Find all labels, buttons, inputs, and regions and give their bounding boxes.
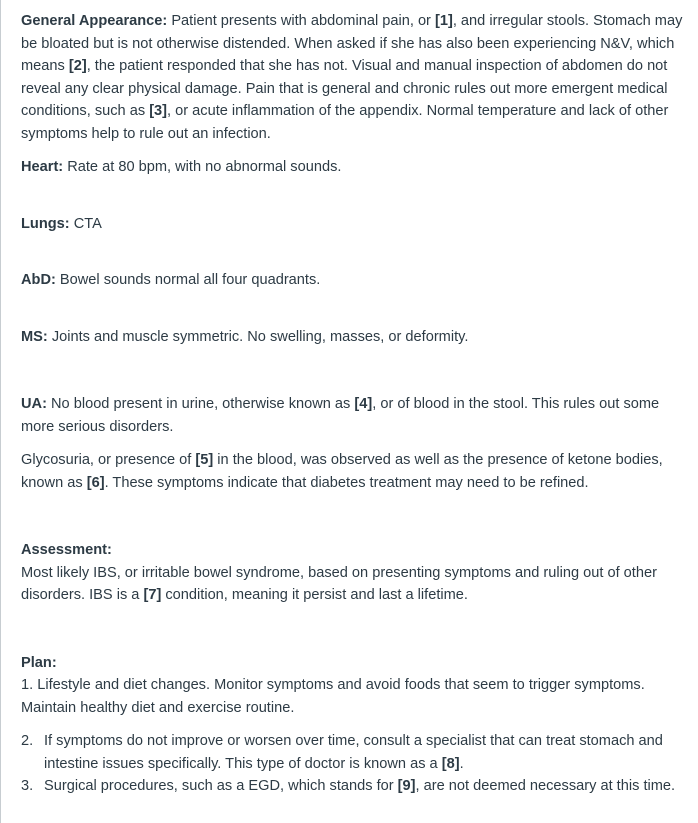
text-span: . <box>459 755 464 772</box>
blank-6: [6] <box>86 474 105 491</box>
plan-item-1: 1. Lifestyle and diet changes. Monitor symptoms and avoid foods that seem to trigger symptoms. Maintain healthy diet and exercise routine. <box>21 677 645 716</box>
blank-7: [7] <box>143 587 162 603</box>
text-span: , or of blood in the stool. This rules out some more serious disorders. <box>21 396 660 435</box>
ms-label: MS: <box>21 328 48 345</box>
text-span: , or acute inflammation of the appendix. Normal temperature and lack of other symptoms help to rule out an infection. <box>21 103 669 142</box>
abd-label: AbD: <box>21 272 56 288</box>
text-span: , are not deemed necessary at this time. <box>415 778 676 794</box>
text-span: Glycosuria, or presence of <box>21 452 196 468</box>
assessment-label: Assessment: <box>21 542 112 558</box>
plan-item-3-number: 3. <box>21 778 34 794</box>
ms-paragraph <box>21 326 683 349</box>
plan-heading <box>21 652 683 675</box>
general-appearance-paragraph <box>21 10 683 145</box>
plan-list <box>21 730 683 798</box>
assessment-heading <box>21 539 683 562</box>
assessment-paragraph <box>21 562 683 607</box>
lungs-label: Lungs: <box>21 215 70 232</box>
glycosuria-paragraph <box>21 449 683 494</box>
lungs-paragraph <box>21 213 683 236</box>
ua-label: UA: <box>21 396 47 412</box>
ms-text: Joints and muscle symmetric. No swelling, masses, or deformity. <box>47 328 469 345</box>
text-span: condition, meaning it persist and last a lifetime. <box>161 587 468 603</box>
blank-3: [3] <box>149 103 168 119</box>
text-span: Most likely IBS, or irritable bowel syndrome, based on presenting symptoms and ruling out of other disorders. IBS is a <box>21 564 657 603</box>
ua-paragraph <box>21 393 683 438</box>
plan-item-2-number: 2. <box>21 733 34 749</box>
plan-label: Plan: <box>21 654 57 671</box>
text-span: If symptoms do not improve or worsen over time, consult a specialist that can treat stomach and intestine issues specifically. This type of doctor is known as a <box>44 733 663 772</box>
plan-item-2 <box>21 730 683 775</box>
text-span: Surgical procedures, such as a EGD, which stands for <box>44 778 398 794</box>
heart-paragraph <box>21 156 683 179</box>
document-content <box>21 10 683 798</box>
text-span: . These symptoms indicate that diabetes treatment may need to be refined. <box>104 474 589 491</box>
lungs-text: CTA <box>69 215 102 232</box>
text-span: No blood present in urine, otherwise known as <box>46 396 355 412</box>
blank-9: [9] <box>397 778 416 794</box>
text-span: Patient presents with abdominal pain, or <box>167 13 435 29</box>
heart-text: Rate at 80 bpm, with no abnormal sounds. <box>63 159 342 175</box>
general-appearance-label: General Appearance: <box>21 13 168 29</box>
text-span: , the patient responded that she has not. Visual and manual inspection of abdomen do not reveal any clear physical damage. Pain that is general and chronic rules out more emergent medical conditions, such as <box>21 58 668 119</box>
blank-8: [8] <box>441 755 460 772</box>
blank-1: [1] <box>434 13 453 29</box>
text-span: in the blood, was observed as well as the presence of ketone bodies, known as <box>21 452 663 491</box>
heart-label: Heart: <box>21 159 64 175</box>
blank-4: [4] <box>354 396 373 412</box>
blank-2: [2] <box>68 58 87 74</box>
abd-paragraph <box>21 269 683 292</box>
plan-item-3 <box>21 775 683 798</box>
abd-text: Bowel sounds normal all four quadrants. <box>55 272 321 288</box>
blank-5: [5] <box>195 452 214 468</box>
text-span: , and irregular stools. Stomach may be bloated but is not otherwise distended. When asked if she has also been experiencing N&V, which means <box>21 13 683 74</box>
